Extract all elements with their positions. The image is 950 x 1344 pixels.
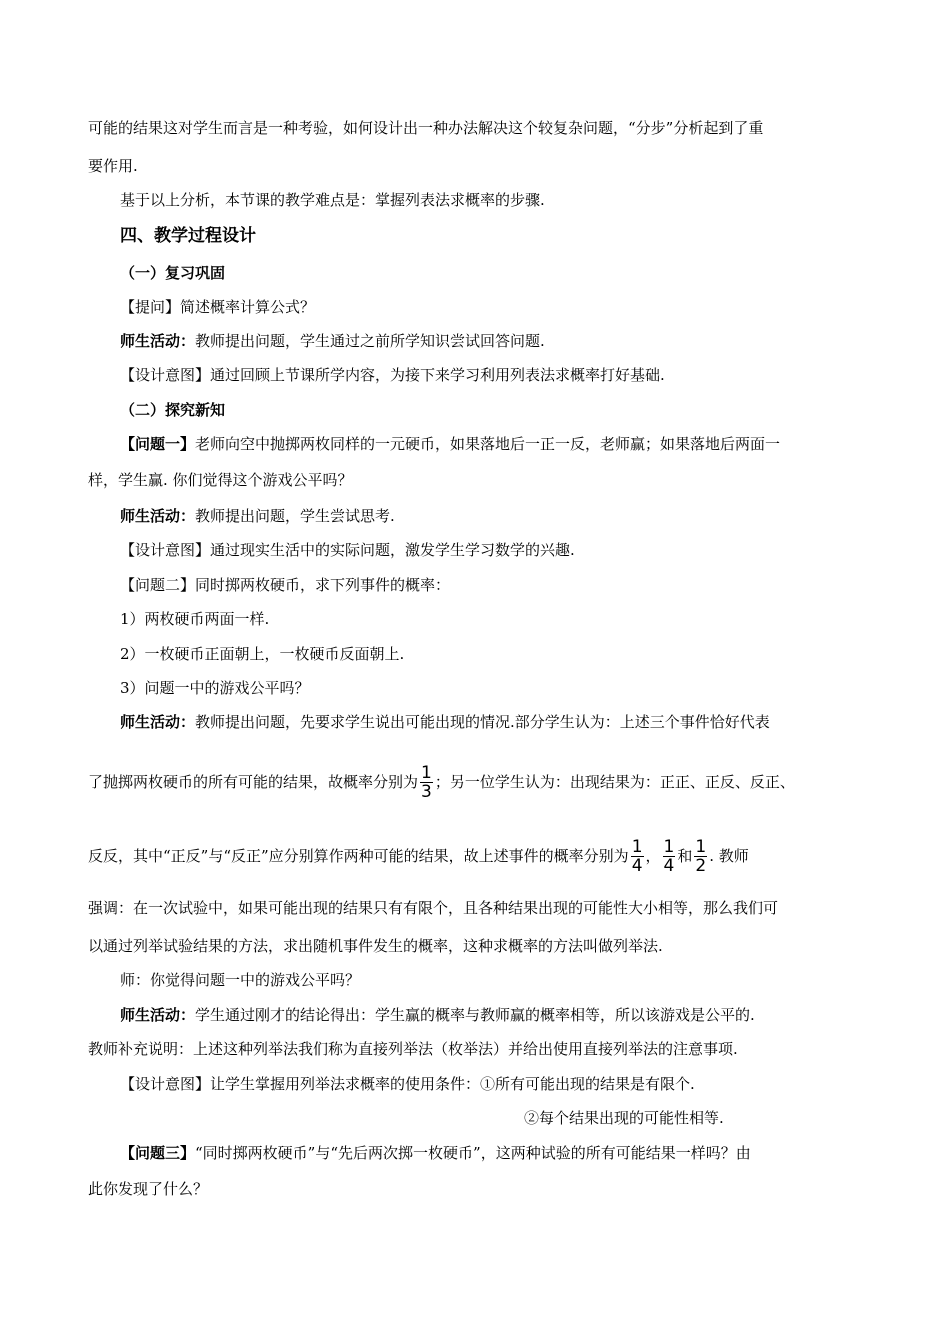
paragraph-line xyxy=(88,762,795,802)
tag: 【问题二】 xyxy=(120,576,196,594)
tag: 【设计意图】 xyxy=(120,541,211,559)
text: 样，学生赢. 你们觉得这个游戏公平吗？ xyxy=(88,471,353,489)
text: 师：你觉得问题一中的游戏公平吗？ xyxy=(120,971,361,989)
text: 反反，其中“正反”与“反正”应分别算作两种可能的结果，故上述事件的概率分别为 xyxy=(88,847,629,865)
paragraph-line xyxy=(88,470,353,490)
question-line xyxy=(120,297,315,317)
paragraph-line xyxy=(120,190,545,210)
text: “同时掷两枚硬币”与“先后两次掷一枚硬币”，这两种试验的所有可能结果一样吗？由 xyxy=(195,1144,751,1162)
activity-line xyxy=(120,712,862,732)
section-title: 四、教学过程设计 xyxy=(120,226,256,246)
paragraph-line xyxy=(88,156,138,176)
subsection-title: （一）复习巩固 xyxy=(120,264,226,282)
text: 了抛掷两枚硬币的所有可能的结果，故概率分别为 xyxy=(88,773,419,791)
question-line xyxy=(120,434,860,454)
numerator: 1 xyxy=(663,836,675,857)
tag: 【问题一】 xyxy=(120,435,196,453)
text: 强调：在一次试验中，如果可能出现的结果只有有限个，且各种结果出现的可能性大小相等，那么我们可 xyxy=(88,899,779,917)
activity-line xyxy=(120,1005,755,1025)
paragraph-line xyxy=(88,1039,738,1059)
activity-line xyxy=(120,506,395,526)
text: 同时掷两枚硬币，求下列事件的概率： xyxy=(195,576,451,594)
tag: 【提问】 xyxy=(120,298,181,316)
text: 通过现实生活中的实际问题，激发学生学习数学的兴趣. xyxy=(210,541,575,559)
paragraph-line xyxy=(88,936,663,956)
text: 让学生掌握用列举法求概率的使用条件：①所有可能出现的结果是有限个. xyxy=(210,1075,695,1093)
text: 教师提出问题，先要求学生说出可能出现的情况.部分学生认为：上述三个事件恰好代表 xyxy=(195,713,770,731)
denominator: 2 xyxy=(695,855,707,876)
section-heading xyxy=(120,226,256,246)
paragraph-line xyxy=(120,970,360,990)
text: 以通过列举试验结果的方法，求出随机事件发生的概率，这种求概率的方法叫做列举法. xyxy=(88,937,663,955)
denominator: 3 xyxy=(421,781,432,802)
activity-label: 师生活动： xyxy=(120,507,196,525)
text: 通过回顾上节课所学内容，为接下来学习利用列表法求概率打好基础. xyxy=(210,366,665,384)
paragraph-line xyxy=(88,118,860,138)
text: 可能的结果这对学生而言是一种考验，如何设计出一种办法解决这个较复杂问题，“分步”分析起到了重 xyxy=(88,119,764,137)
text: 学生通过刚才的结论得出：学生赢的概率与教师赢的概率相等，所以该游戏是公平的. xyxy=(195,1006,755,1024)
fraction-one-third xyxy=(420,764,433,801)
list-item xyxy=(120,609,269,629)
intent-line xyxy=(120,1074,695,1094)
text: . 教师 xyxy=(709,847,749,865)
fraction-one-quarter xyxy=(631,838,644,875)
question-line xyxy=(120,1143,860,1163)
text: 基于以上分析，本节课的教学难点是：掌握列表法求概率的步骤. xyxy=(120,191,545,209)
activity-label: 师生活动： xyxy=(120,332,196,350)
text: ②每个结果出现的可能性相等. xyxy=(524,1109,724,1127)
activity-line xyxy=(120,331,545,351)
denominator: 4 xyxy=(663,855,675,876)
text: 教师提出问题，学生尝试思考. xyxy=(195,507,395,525)
paragraph-line xyxy=(88,1179,208,1199)
tag: 【设计意图】 xyxy=(120,1075,211,1093)
numerator: 1 xyxy=(631,836,643,857)
text: 老师向空中抛掷两枚同样的一元硬币，如果落地后一正一反，老师赢；如果落地后两面一 xyxy=(195,435,781,453)
text: 和 xyxy=(677,847,693,865)
question-line xyxy=(120,575,450,595)
paragraph-line xyxy=(88,836,749,876)
subsection-title: （二）探究新知 xyxy=(120,401,226,419)
text: 要作用. xyxy=(88,157,138,175)
text: ， xyxy=(645,847,661,865)
tag: 【设计意图】 xyxy=(120,366,211,384)
numerator: 1 xyxy=(421,762,432,783)
subsection-heading xyxy=(120,263,225,283)
text: 1）两枚硬币两面一样. xyxy=(120,610,270,628)
text: 此你发现了什么？ xyxy=(88,1180,209,1198)
paragraph-line xyxy=(524,1108,724,1128)
list-item xyxy=(120,678,310,698)
list-item xyxy=(120,644,404,664)
text: ；另一位学生认为：出现结果为：正正、正反、反正、 xyxy=(434,773,795,791)
subsection-heading xyxy=(120,400,225,420)
text: 教师补充说明：上述这种列举法我们称为直接列举法（枚举法）并给出使用直接列举法的注意事项. xyxy=(88,1040,738,1058)
text: 2）一枚硬币正面朝上，一枚硬币反面朝上. xyxy=(120,645,405,663)
numerator: 1 xyxy=(695,836,707,857)
text: 3）问题一中的游戏公平吗？ xyxy=(120,679,310,697)
text: 教师提出问题，学生通过之前所学知识尝试回答问题. xyxy=(195,332,545,350)
paragraph-line xyxy=(88,898,860,918)
fraction-one-half xyxy=(694,838,707,875)
intent-line xyxy=(120,540,575,560)
intent-line xyxy=(120,365,665,385)
text: 简述概率计算公式？ xyxy=(180,298,316,316)
activity-label: 师生活动： xyxy=(120,1006,196,1024)
activity-label: 师生活动： xyxy=(120,713,196,731)
denominator: 4 xyxy=(631,855,643,876)
tag: 【问题三】 xyxy=(120,1144,196,1162)
fraction-one-quarter xyxy=(663,838,676,875)
